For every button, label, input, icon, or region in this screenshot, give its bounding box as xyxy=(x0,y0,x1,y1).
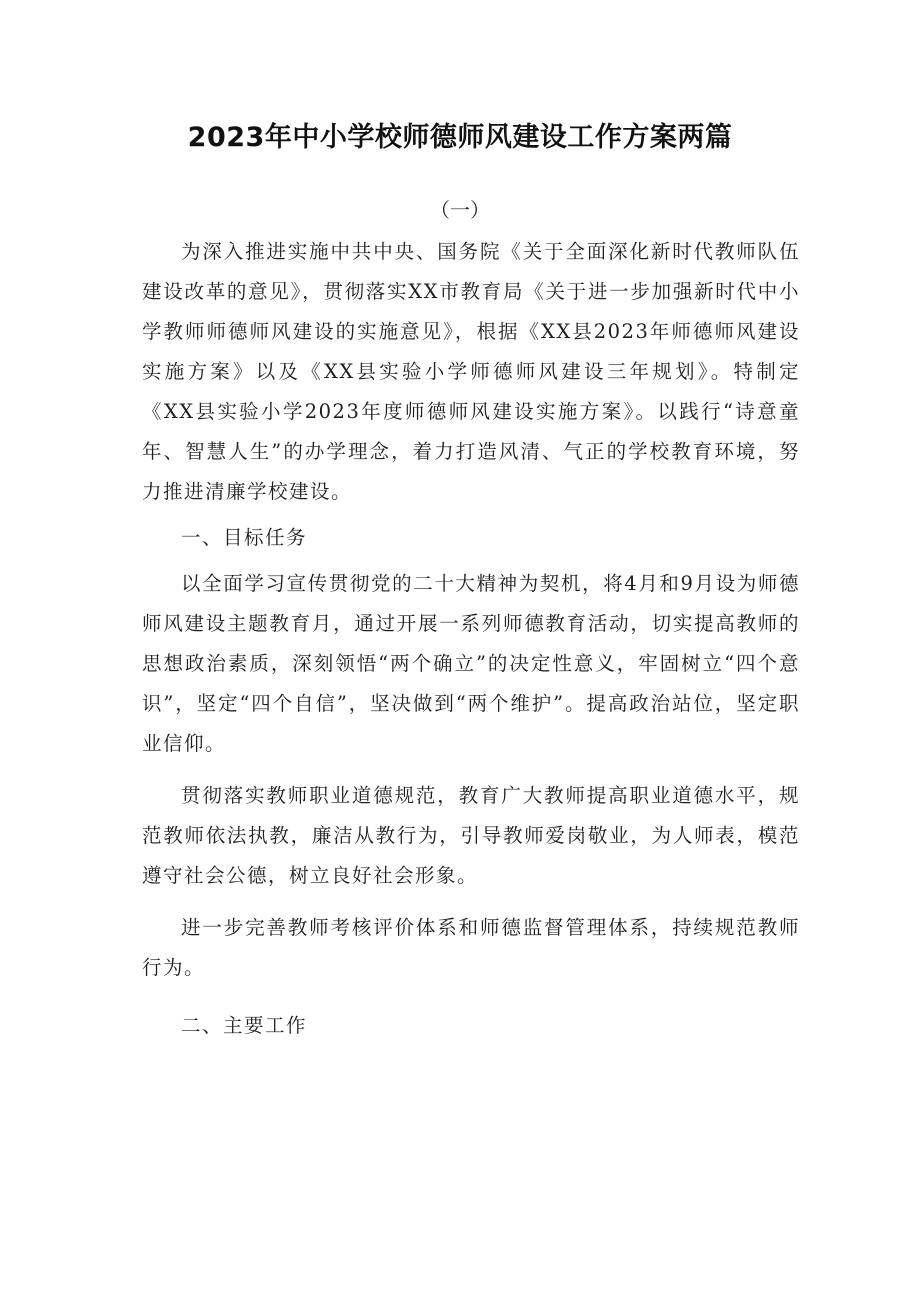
goals-paragraph-1: 以全面学习宣传贯彻党的二十大精神为契机，将4月和9月设为师德师风建设主题教育月，通过开展一系列师德教育活动，切实提高教师的思想政治素质，深刻领悟“两个确立”的决定性意义，牢固树立“四个意识”，坚定“四个自信”，坚决做到“两个维护”。提高政治站位，坚定职业信仰。 xyxy=(142,572,800,755)
section-heading-goals: 一、目标任务 xyxy=(181,526,308,549)
intro-paragraph: 为深入推进实施中共中央、国务院《关于全面深化新时代教师队伍建设改革的意见》，贯彻落实XX市教育局《关于进一步加强新时代中小学教师师德师风建设的实施意见》，根据《XX县2023年师德师风建设实施方案》以及《XX县实验小学师德师风建设三年规划》。特制定《XX县实验小学2023年度师德师风建设实施方案》。以践行“诗意童年、智慧人生”的办学理念，着力打造风清、气正的学校教育环境，努力推进清廉学校建设。 xyxy=(142,240,800,503)
document-title: 2023年中小学校师德师风建设工作方案两篇 xyxy=(187,122,733,153)
section-marker: （一） xyxy=(430,198,490,222)
document-body xyxy=(142,226,800,1046)
section-heading-main-work: 二、主要工作 xyxy=(181,1014,308,1037)
goals-paragraph-3: 进一步完善教师考核评价体系和师德监督管理体系，持续规范教师行为。 xyxy=(142,916,800,979)
goals-paragraph-2: 贯彻落实教师职业道德规范，教育广大教师提高职业道德水平，规范教师依法执教，廉洁从教行为，引导教师爱岗敬业，为人师表，模范遵守社会公德，树立良好社会形象。 xyxy=(142,784,800,887)
